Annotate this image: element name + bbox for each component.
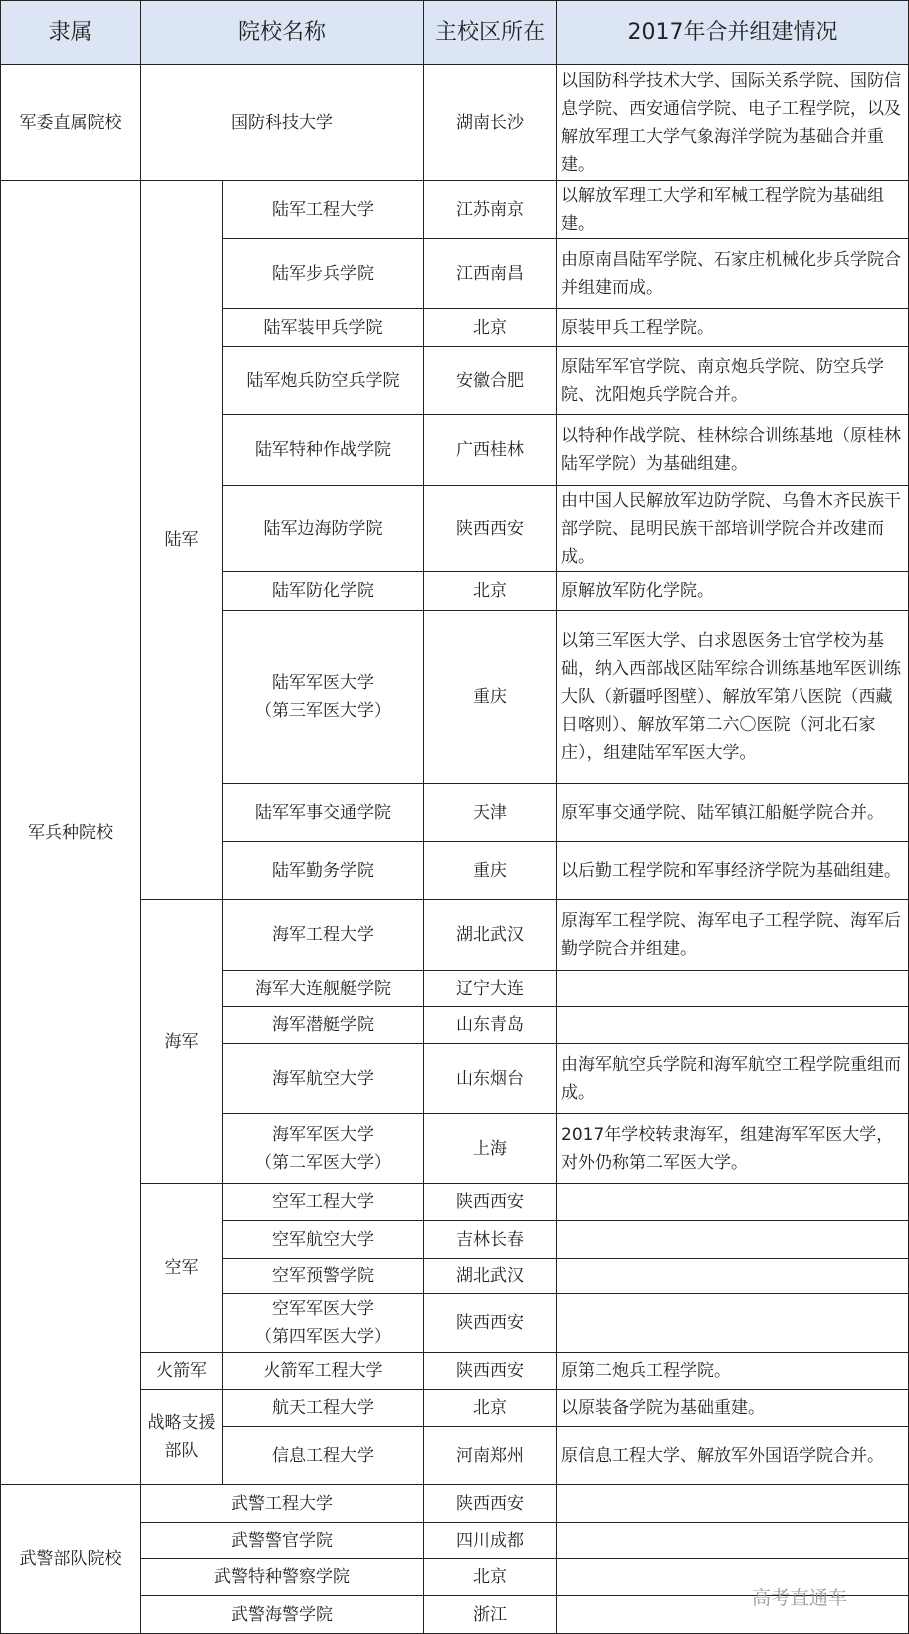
- merger-desc-cell: 以后勤工程学院和军事经济学院为基础组建。: [557, 842, 909, 900]
- table-row: [1, 181, 909, 239]
- merger-desc-cell: [557, 1485, 909, 1523]
- school-name-cell: 陆军特种作战学院: [223, 415, 424, 486]
- campus-cell: 上海: [424, 1114, 557, 1184]
- campus-cell: 陕西西安: [424, 1184, 557, 1221]
- table-row: [1, 1485, 909, 1523]
- merger-desc-cell: 原解放军防化学院。: [557, 572, 909, 611]
- campus-cell: 北京: [424, 309, 557, 347]
- school-name-cell: 武警海警学院: [141, 1596, 424, 1634]
- merger-desc-cell: 原第二炮兵工程学院。: [557, 1353, 909, 1390]
- school-name-cell: 陆军防化学院: [223, 572, 424, 611]
- merger-desc-cell: 以国防科学技术大学、国际关系学院、国防信息学院、西安通信学院、电子工程学院，以及解放军理工大学气象海洋学院为基础合并重建。: [557, 65, 909, 181]
- merger-desc-cell: 以解放军理工大学和军械工程学院为基础组建。: [557, 181, 909, 239]
- merger-desc-cell: 由海军航空兵学院和海军航空工程学院重组而成。: [557, 1044, 909, 1114]
- campus-cell: 天津: [424, 784, 557, 842]
- school-name-cell: 空军军医大学 （第四军医大学）: [223, 1294, 424, 1353]
- merger-desc-cell: 由原南昌陆军学院、石家庄机械化步兵学院合并组建而成。: [557, 239, 909, 309]
- school-name-cell: 武警警官学院: [141, 1523, 424, 1559]
- merger-desc-cell: [557, 971, 909, 1007]
- affiliation-cell: 军兵种院校: [1, 181, 141, 1485]
- school-name-cell: 空军工程大学: [223, 1184, 424, 1221]
- merger-desc-cell: 以特种作战学院、桂林综合训练基地（原桂林陆军学院）为基础组建。: [557, 415, 909, 486]
- school-name-cell: 海军军医大学 （第二军医大学）: [223, 1114, 424, 1184]
- merger-desc-cell: 原陆军军官学院、南京炮兵学院、防空兵学院、沈阳炮兵学院合并。: [557, 347, 909, 415]
- school-name-cell: 海军工程大学: [223, 900, 424, 971]
- branch-cell: 空军: [141, 1184, 223, 1353]
- school-name-cell: 陆军工程大学: [223, 181, 424, 239]
- merger-desc-cell: 原海军工程学院、海军电子工程学院、海军后勤学院合并组建。: [557, 900, 909, 971]
- school-name-cell: 武警特种警察学院: [141, 1559, 424, 1596]
- school-name-cell: 武警工程大学: [141, 1485, 424, 1523]
- merger-desc-cell: [557, 1259, 909, 1294]
- campus-cell: 北京: [424, 1559, 557, 1596]
- watermark-text: 高考直通车: [751, 1587, 847, 1609]
- header-campus: 主校区所在: [424, 1, 557, 65]
- campus-cell: 江西南昌: [424, 239, 557, 309]
- campus-cell: 湖北武汉: [424, 1259, 557, 1294]
- merger-desc-cell: 以原装备学院为基础重建。: [557, 1390, 909, 1427]
- school-name-cell: 空军航空大学: [223, 1221, 424, 1259]
- school-name-cell: 海军航空大学: [223, 1044, 424, 1114]
- campus-cell: 北京: [424, 1390, 557, 1427]
- school-name-cell: 海军潜艇学院: [223, 1007, 424, 1044]
- affiliation-cell: 武警部队院校: [1, 1485, 141, 1634]
- school-name-cell: 航天工程大学: [223, 1390, 424, 1427]
- campus-cell: 陕西西安: [424, 1294, 557, 1353]
- campus-cell: 山东青岛: [424, 1007, 557, 1044]
- campus-cell: 江苏南京: [424, 181, 557, 239]
- school-name-cell: 陆军军事交通学院: [223, 784, 424, 842]
- branch-cell: 海军: [141, 900, 223, 1184]
- school-name-cell: 海军大连舰艇学院: [223, 971, 424, 1007]
- campus-cell: 湖南长沙: [424, 65, 557, 181]
- campus-cell: 北京: [424, 572, 557, 611]
- campus-cell: 陕西西安: [424, 1485, 557, 1523]
- campus-cell: 陕西西安: [424, 486, 557, 572]
- merger-desc-cell: [557, 1184, 909, 1221]
- school-name-cell: 陆军装甲兵学院: [223, 309, 424, 347]
- campus-cell: 山东烟台: [424, 1044, 557, 1114]
- campus-cell: 陕西西安: [424, 1353, 557, 1390]
- merger-desc-cell: 原装甲兵工程学院。: [557, 309, 909, 347]
- branch-cell: 火箭军: [141, 1353, 223, 1390]
- table-row: [1, 65, 909, 181]
- school-name-cell: 陆军边海防学院: [223, 486, 424, 572]
- school-name-cell: 陆军军医大学 （第三军医大学）: [223, 611, 424, 784]
- campus-cell: 重庆: [424, 842, 557, 900]
- school-name-cell: 国防科技大学: [141, 65, 424, 181]
- merger-desc-cell: [557, 1221, 909, 1259]
- merger-desc-cell: [557, 1559, 909, 1596]
- merger-desc-cell: 以第三军医大学、白求恩医务士官学校为基础，纳入西部战区陆军综合训练基地军医训练大队（新疆呼图壁）、解放军第八医院（西藏日喀则）、解放军第二六〇医院（河北石家庄），组建陆军军医大学。: [557, 611, 909, 784]
- campus-cell: 广西桂林: [424, 415, 557, 486]
- affiliation-cell: 军委直属院校: [1, 65, 141, 181]
- school-name-cell: 陆军勤务学院: [223, 842, 424, 900]
- merger-desc-cell: 由中国人民解放军边防学院、乌鲁木齐民族干部学院、昆明民族干部培训学院合并改建而成。: [557, 486, 909, 572]
- merger-desc-cell: 2017年学校转隶海军，组建海军军医大学，对外仍称第二军医大学。: [557, 1114, 909, 1184]
- campus-cell: 河南郑州: [424, 1427, 557, 1485]
- campus-cell: 吉林长春: [424, 1221, 557, 1259]
- campus-cell: 安徽合肥: [424, 347, 557, 415]
- campus-cell: 辽宁大连: [424, 971, 557, 1007]
- school-name-cell: 陆军炮兵防空兵学院: [223, 347, 424, 415]
- branch-cell: 战略支援部队: [141, 1390, 223, 1485]
- merger-desc-cell: 原军事交通学院、陆军镇江船艇学院合并。: [557, 784, 909, 842]
- campus-cell: 浙江: [424, 1596, 557, 1634]
- branch-cell: 陆军: [141, 181, 223, 900]
- header-affiliation: 隶属: [1, 1, 141, 65]
- school-name-cell: 信息工程大学: [223, 1427, 424, 1485]
- merger-desc-cell: 原信息工程大学、解放军外国语学院合并。: [557, 1427, 909, 1485]
- header-merger: 2017年合并组建情况: [557, 1, 909, 65]
- header-school: 院校名称: [141, 1, 424, 65]
- campus-cell: 重庆: [424, 611, 557, 784]
- school-name-cell: 火箭军工程大学: [223, 1353, 424, 1390]
- school-name-cell: 陆军步兵学院: [223, 239, 424, 309]
- campus-cell: 四川成都: [424, 1523, 557, 1559]
- campus-cell: 湖北武汉: [424, 900, 557, 971]
- merger-desc-cell: [557, 1007, 909, 1044]
- merger-desc-cell: [557, 1523, 909, 1559]
- header-row: [1, 1, 909, 65]
- merger-desc-cell: [557, 1596, 909, 1634]
- merger-desc-cell: [557, 1294, 909, 1353]
- school-name-cell: 空军预警学院: [223, 1259, 424, 1294]
